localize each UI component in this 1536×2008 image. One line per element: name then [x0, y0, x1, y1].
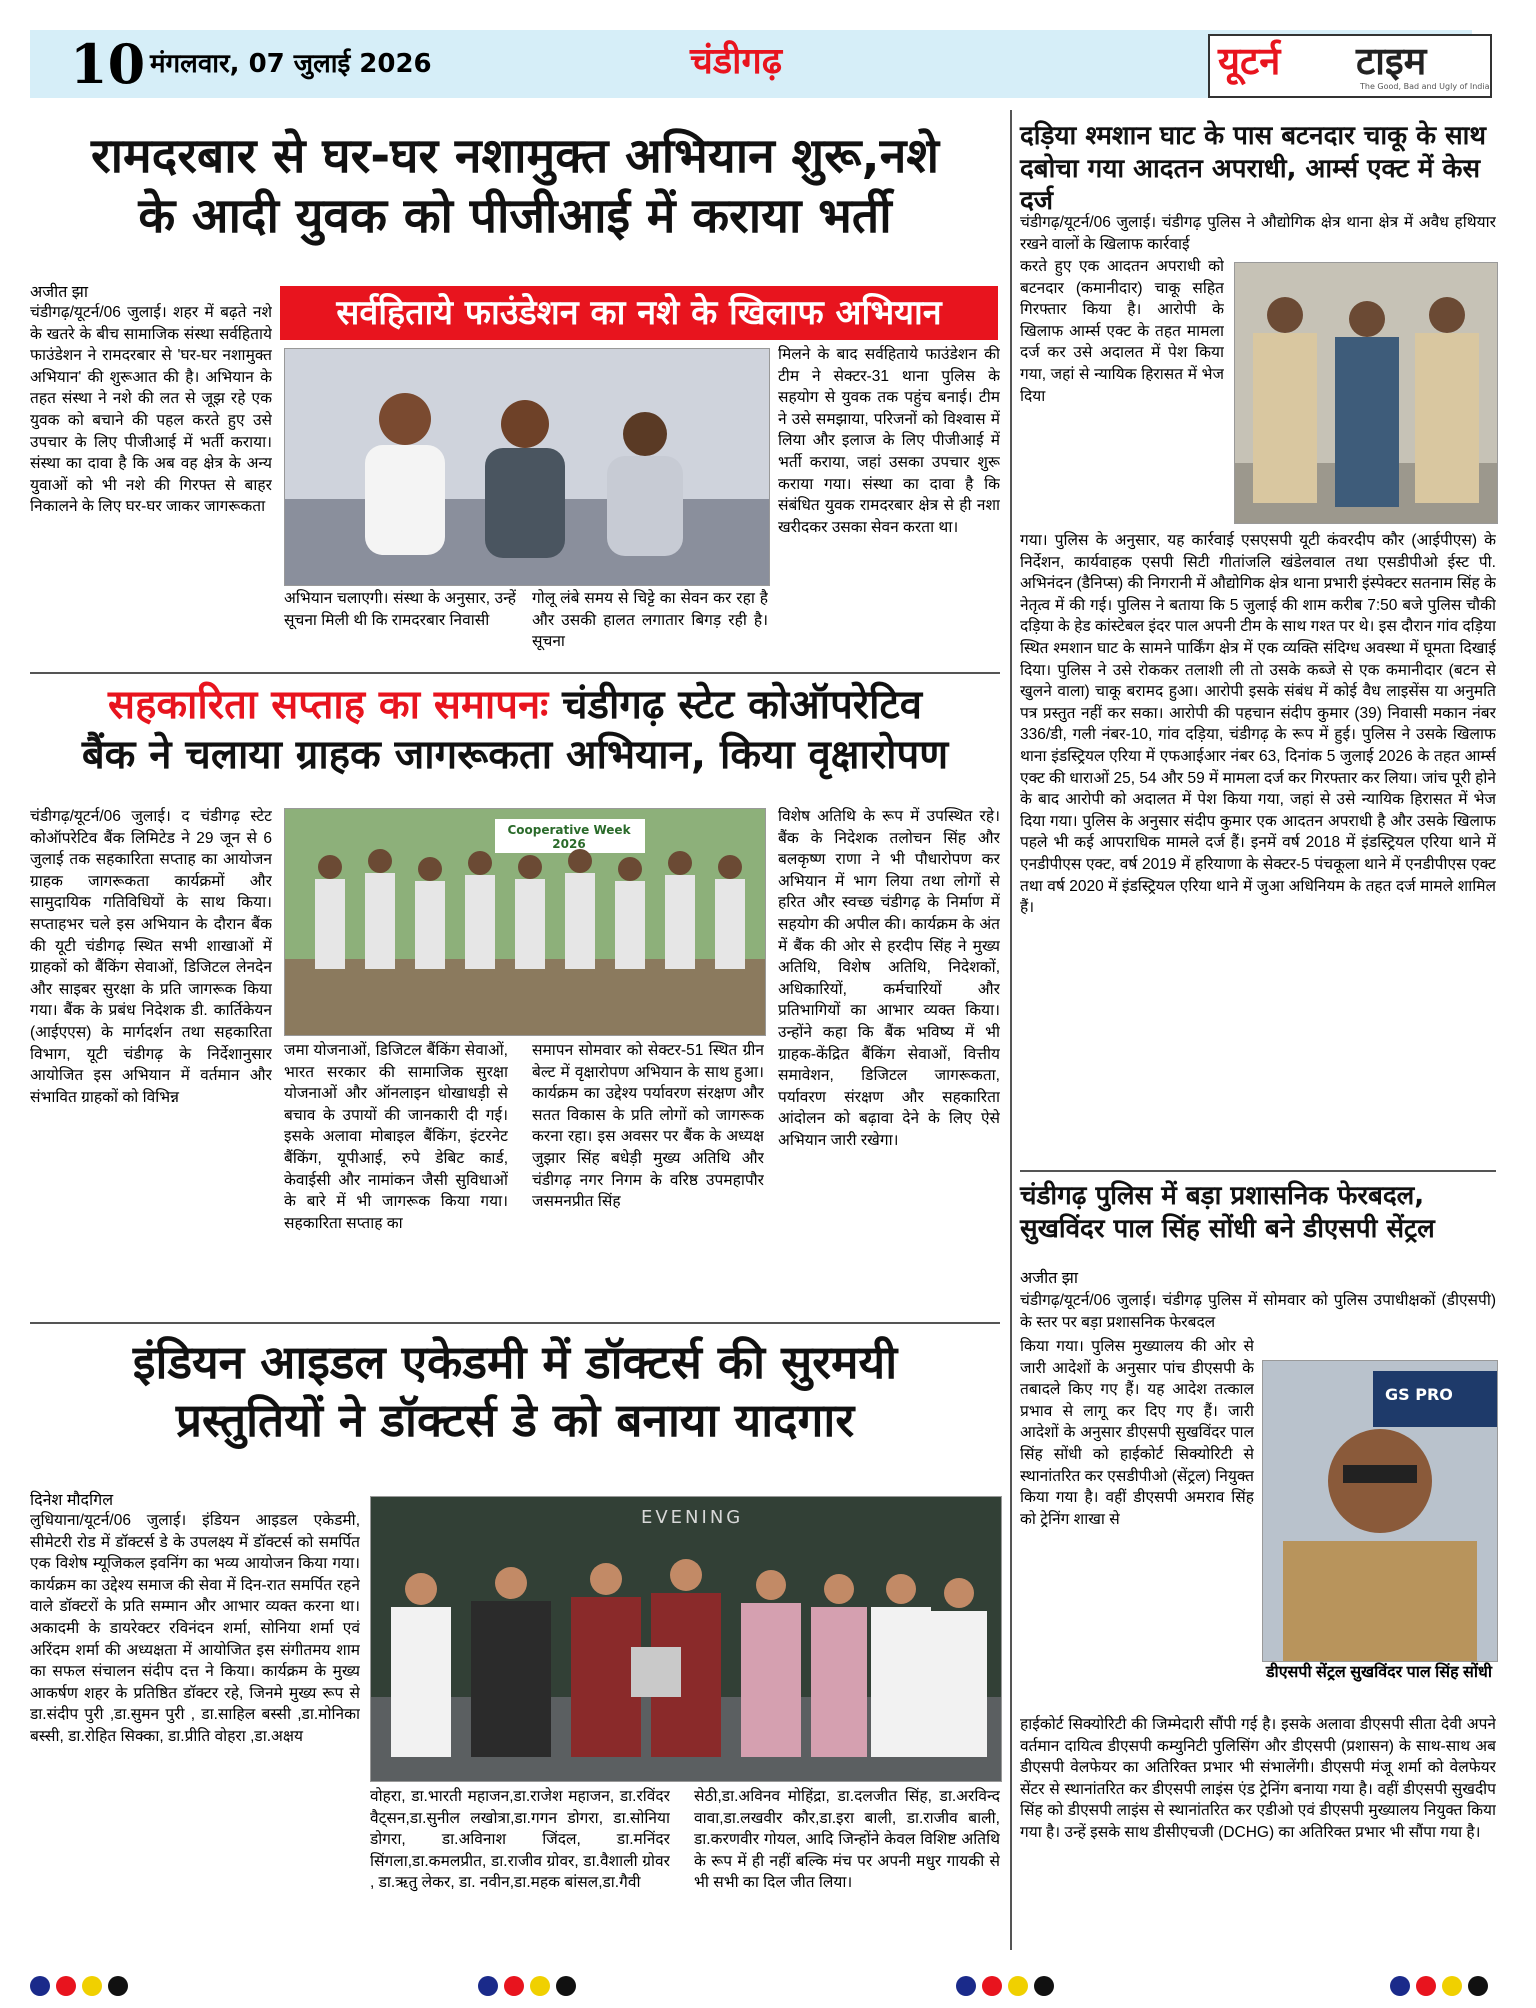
story1-photo [284, 348, 770, 586]
story2-headline-line1 [30, 680, 1000, 730]
newspaper-logo[interactable] [1208, 34, 1492, 98]
story2-headline-red: सहकारिता सप्ताह का समापनः [108, 682, 549, 728]
story1-col3: गोलू लंबे समय से चिट्टे का सेवन कर रहा है और उसकी हालत लगातार बिगड़ रही है। सूचना [532, 590, 768, 651]
story1-col1: चंडीगढ़/यूटर्न/06 जुलाई। शहर में बढ़ते नशे के खतरे के बीच सामाजिक संस्था सर्वहिताये फाउंडेशन ने रामदरबार से 'घर-घर नशामुक्त अभियान' की शुरूआत की है। अभियान के तहत संस्था ने नशे की लत से जूझ रहे एक युवक को बचाने की पहल करते हुए उसे उपचार के लिए पीजीआई में भर्ती कराया। संस्था का दावा है कि अब वह क्षेत्र के अन्य युवाओं को भी नशे की गिरफ्त से बाहर निकालने के लिए घर-घर जाकर जागरूकता [30, 304, 272, 516]
story1-headline-line1: रामदरबार से घर-घर नशामुक्त अभियान शुरू,नशे [90, 128, 939, 184]
story3-col3: सेठी,डा.अविनव मोहिंद्रा, डा.दलजीत सिंह, डा.अरविन्द वावा,डा.लखवीर कौर,डा.इरा बाली, डा.राजीव बाली, डा.करणवीर गोयल, आदि जिन्होंने केवल विशिष्ट अतिथि के रूप में ही नहीं बल्कि मंच पर अपनी मधुर गायकी से भी सभी का दिल जीत लिया। [694, 1788, 1000, 1892]
story1-col2: अभियान चलाएगी। संस्था के अनुसार, उन्हें सूचना मिली थी कि रामदरबार निवासी [284, 590, 516, 629]
story5-photo [1262, 1360, 1498, 1662]
story2-headline-rest: चंडीगढ़ स्टेट कोऑपरेटिव [548, 682, 922, 728]
story5-photo-caption: डीएसपी सेंट्रल सुखविंदर पाल सिंह सोंधी [1265, 1664, 1493, 1681]
story2-col2: जमा योजनाओं, डिजिटल बैंकिंग सेवाओं, भारत सरकार की सामाजिक सुरक्षा योजनाओं और ऑनलाइन धोखाधड़ी से बचाव के उपायों की जानकारी दी गई। इसके अलावा मोबाइल बैंकिंग, इंटरनेट बैंकिंग, यूपीआई, रुपे डेबिट कार्ड, केवाईसी और नामांकन जैसी सुविधाओं के बारे में भी जागरूक किया गया। सहकारिता सप्ताह का [284, 1042, 508, 1232]
logo-tagline: The Good, Bad and Ugly of India [1360, 82, 1490, 91]
story5-col-top: चंडीगढ़/यूटर्न/06 जुलाई। चंडीगढ़ पुलिस में सोमवार को पुलिस उपाधीक्षकों (डीएसपी) के स्तर पर बड़ा प्रशासनिक फेरबदल [1020, 1292, 1496, 1331]
story5-headline-line2: सुखविंदर पाल सिंह सोंधी बने डीएसपी सेंट्रल [1020, 1213, 1435, 1244]
logo-part1: यूटर्न [1218, 39, 1281, 83]
story5-byline: अजीत झा [1020, 1270, 1079, 1287]
story2-col4: विशेष अतिथि के रूप में उपस्थित रहे। बैंक के निदेशक तलोचन सिंह और बलकृष्ण राणा ने भी पौधारोपण कर अभियान में भाग लिया तथा लोगों से हरित और स्वच्छ चंडीगढ़ के निर्माण में सहयोग की अपील की। कार्यक्रम के अंत में बैंक की ओर से हरदीप सिंह ने मुख्य अतिथि, विशेष अतिथि, निदेशकों, अधिकारियों, कर्मचारियों और प्रतिभागियों का आभार व्यक्त किया। उन्होंने कहा कि बैंक भविष्य में भी ग्राहक-केंद्रित बैंकिंग सेवाओं, वित्तीय समावेशन, डिजिटल जागरूकता, पर्यावरण संरक्षण और सहकारिता आंदोलन को बढ़ावा देने के लिए ऐसे अभियान जारी रखेगा। [778, 808, 1000, 1149]
story3-headline-line2: प्रस्तुतियों ने डॉक्टर्स डे को बनाया यादगार [175, 1392, 855, 1447]
story2-headline-line2: बैंक ने चलाया ग्राहक जागरूकता अभियान, किया वृक्षारोपण [81, 732, 949, 778]
story5-headline[interactable] [1020, 1180, 1496, 1245]
story2-photo [284, 808, 766, 1036]
story5-col-left: किया गया। पुलिस मुख्यालय की ओर से जारी आदेशों के अनुसार पांच डीएसपी के तबादले किए गए हैं। यह आदेश तत्काल प्रभाव से लागू कर दिए गए हैं। जारी आदेशों के अनुसार डीएसपी सुखविंदर पाल सिंह सोंधी को हाईकोर्ट सिक्योरिटी से स्थानांतरित कर एसडीपीओ (सेंट्रल) नियुक्त किया गया है। वहीं डीएसपी अमराव सिंह को ट्रेनिंग शाखा से [1020, 1338, 1254, 1528]
story5-headline-line1: चंडीगढ़ पुलिस में बड़ा प्रशासनिक फेरबदल, [1020, 1181, 1425, 1211]
story1-byline: अजीत झा [30, 284, 89, 301]
story2-col1: चंडीगढ़/यूटर्न/06 जुलाई। द चंडीगढ़ स्टेट कोऑपरेटिव बैंक लिमिटेड ने 29 जून से 6 जुलाई तक सहकारिता सप्ताह का आयोजन ग्राहक जागरूकता कार्यक्रमों और सामुदायिक गतिविधियों के साथ किया। सप्ताहभर चले इस अभियान के दौरान बैंक की यूटी चंडीगढ़ स्थित सभी शाखाओं में ग्राहकों को बैंकिंग सेवाओं, डिजिटल लेनदेन और साइबर सुरक्षा के प्रति जागरूक किया गया। बैंक के प्रबंध निदेशक डी. कार्तिकेयन (आईएएस) के मार्गदर्शन तथा सहकारिता विभाग, यूटी चंडीगढ़ के निर्देशानुसार आयोजित इस अभियान में वर्तमान और संभावित ग्राहकों को विभिन्न [30, 808, 272, 1106]
page-number: 10 [70, 32, 146, 96]
logo-part2: टाइम [1356, 39, 1427, 83]
issue-date: मंगलवार, 07 जुलाई 2026 [150, 49, 432, 79]
story4-headline-line1: दड़िया श्मशान घाट के पास बटनदार चाकू के साथ [1020, 121, 1487, 151]
divider [30, 1322, 1000, 1324]
section-city: चंडीगढ़ [690, 41, 782, 82]
column-divider [1010, 110, 1012, 1950]
story3-col1: लुधियाना/यूटर्न/06 जुलाई। इंडियन आइडल एकेडमी, सीमेटरी रोड में डॉक्टर्स डे के उपलक्ष्य में डॉक्टर्स को समर्पित एक विशेष म्यूजिकल इवनिंग का भव्य आयोजन किया गया। कार्यक्रम का उद्देश्य समाज की सेवा में दिन-रात समर्पित रहने वाले डॉक्टरों के प्रति सम्मान और आभार व्यक्त करना था। अकादमी के डायरेक्टर रविनंदन शर्मा, सोनिया शर्मा एवं अरिंदम शर्मा की अध्यक्षता में आयोजित इस संगीतमय शाम का सफल संचालन संदीप दत्त ने किया। कार्यक्रम के मुख्य आकर्षण शहर के प्रतिष्ठित डॉक्टर रहे, जिनमे मुख्य रूप से डा.संदीप पुरी ,डा.सुमन पुरी , डा.साहिल बस्सी ,डा.मोनिका बस्सी, डा.रोहित सिक्का, डा.प्रीति वोहरा ,डा.अक्षय [30, 1512, 360, 1745]
story3-photo-banner: EVENING [641, 1507, 744, 1528]
story3-photo [370, 1496, 1002, 1782]
story2-photo-banner: Cooperative Week 2026 [507, 823, 631, 851]
story4-col-rest: गया। पुलिस के अनुसार, यह कार्रवाई एसएसपी यूटी कंवरदीप कौर (आईपीएस) के निर्देशन, कार्यवाहक एसपी सिटी गीतांजलि खंडेलवाल तथा एसडीपीओ ईस्ट पी. अभिनंदन (डैनिप्स) की निगरानी में औद्योगिक क्षेत्र थाना प्रभारी इंस्पेक्टर सतनाम सिंह के नेतृत्व में की गई। पुलिस ने बताया कि 5 जुलाई की शाम करीब 7:50 बजे पुलिस चौकी दड़िया के हेड कांस्टेबल इंदर पाल अपनी टीम के साथ गश्त पर थे। इस दौरान गांव दड़िया स्थित श्मशान घाट के सामने पार्किंग क्षेत्र में एक व्यक्ति संदिग्ध अवस्था में घूमता दिखाई दिया। पुलिस ने उसे रोककर तलाशी ली तो उसके कब्जे से एक कमानीदार (बटन से खुलने वाला) चाकू बरामद हुआ। आरोपी इसके संबंध में कोई वैध लाइसेंस या अनुमति पत्र प्रस्तुत नहीं कर सका। आरोपी की पहचान संदीप कुमार (39) निवासी मकान नंबर 336/डी, गली नंबर-10, गांव दड़िया, चंडीगढ़ के रूप में हुई। पुलिस ने उसके खिलाफ थाना इंडस्ट्रियल एरिया में एफआईआर नंबर 63, दिनांक 5 जुलाई 2026 के तहत आर्म्स एक्ट की धाराओं 25, 54 और 59 में मामला दर्ज कर गिरफ्तार कर लिया। जांच पूरी होने के बाद आरोपी को अदालत में पेश किया गया, जहां से उसे न्यायिक हिरासत में भेज दिया गया। पुलिस के अनुसार संदीप कुमार एक आदतन अपराधी है और उसके खिलाफ पहले भी कई आपराधिक मामले दर्ज हैं। इनमें वर्ष 2018 में इंडस्ट्रियल एरिया थाने में एनडीपीएस एक्ट, वर्ष 2019 में हरियाणा के सेक्टर-5 पंचकूला थाने में एनडीपीएस एक्ट तथा वर्ष 2020 में इंडस्ट्रियल एरिया थाने में जुआ अधिनियम के तहत दर्ज मामले शामिल हैं। [1020, 532, 1496, 917]
divider [30, 672, 1000, 674]
footer-color-dots [30, 1976, 128, 1996]
story1-headline-line2: के आदी युवक को पीजीआई में कराया भर्ती [138, 188, 892, 244]
footer-color-dots [1390, 1976, 1488, 1996]
story3-col2: वोहरा, डा.भारती महाजन,डा.राजेश महाजन, डा.रविंदर वैट्सन,डा.सुनील लखोत्रा,डा.गगन डोगरा, डा.सोनिया डोगरा, डा.अविनाश जिंदल, डा.मनिंदर सिंगला,डा.कमलप्रीत, डा.राजीव ग्रोवर, डा.वैशाली ग्रोवर , डा.ऋतु लेकर, डा. नवीन,डा.महक बांसल,डा.गैवी [370, 1788, 670, 1892]
story3-headline-line1: इंडियन आइडल एकेडमी में डॉक्टर्स की सुरमयी [132, 1335, 898, 1389]
story4-headline-line2: दबोचा गया आदतन अपराधी, आर्म्स एक्ट में केस दर्ज [1020, 153, 1481, 216]
story1-headline[interactable] [30, 126, 1000, 246]
footer-color-dots [478, 1976, 576, 1996]
story4-headline[interactable] [1020, 120, 1496, 218]
story4-photo [1234, 262, 1498, 524]
story2-col3: समापन सोमवार को सेक्टर-51 स्थित ग्रीन बेल्ट में वृक्षारोपण अभियान के साथ हुआ। कार्यक्रम का उद्देश्य पर्यावरण संरक्षण और सतत विकास के प्रति लोगों को जागरूक करना रहा। इस अवसर पर बैंक के अध्यक्ष जुझार सिंह बधेड़ी मुख्य अतिथि और चंडीगढ़ नगर निगम के वरिष्ठ उपमहापौर जसमनप्रीत सिंह [532, 1042, 764, 1211]
story3-byline: दिनेश मौदगिल [30, 1492, 114, 1509]
story3-headline[interactable] [30, 1334, 1000, 1449]
story5-photo-banner: GS PRO [1385, 1385, 1453, 1404]
story2-headline[interactable] [30, 680, 1000, 780]
story4-col-top: चंडीगढ़/यूटर्न/06 जुलाई। चंडीगढ़ पुलिस ने औद्योगिक क्षेत्र थाना क्षेत्र में अवैध हथियार रखने वालों के खिलाफ कार्रवाई [1020, 214, 1496, 253]
story4-col-left: करते हुए एक आदतन अपराधी को बटनदार (कमानीदार) चाकू सहित गिरफ्तार किया है। आरोपी के खिलाफ आर्म्स एक्ट के तहत मामला दर्ज कर उसे अदालत में पेश किया गया, जहां से न्यायिक हिरासत में भेज दिया [1020, 258, 1224, 405]
story1-col4: मिलने के बाद सर्वहिताये फाउंडेशन की टीम ने सेक्टर-31 थाना पुलिस के सहयोग से युवक तक पहुंच बनाई। टीम ने उसे समझाया, परिजनों को विश्वास में लिया और इलाज के लिए पीजीआई में भर्ती कराया, जहां उसका उपचार शुरू कराया गया। संस्था का दावा है कि संबंधित युवक रामदरबार क्षेत्र से ही नशा खरीदकर उसका सेवन करता था। [778, 346, 1000, 536]
divider [1020, 1170, 1496, 1172]
story5-col-rest: हाईकोर्ट सिक्योरिटी की जिम्मेदारी सौंपी गई है। इसके अलावा डीएसपी सीता देवी अपने वर्तमान दायित्व डीएसपी कम्युनिटी पुलिसिंग और डीएसपी (प्रशासन) के साथ-साथ अब डीएसपी वेलफेयर का अतिरिक्त प्रभार भी संभालेंगी। डीएसपी मंजू शर्मा को वेलफेयर सेंटर से स्थानांतरित कर डीएसपी लाइंस एंड ट्रेनिंग बनाया गया है। वहीं डीएसपी सुखदीप सिंह को डीएसपी लाइंस से स्थानांतरित कर एडीओ एवं डीएसपी मुख्यालय नियुक्त किया गया है। उन्हें इसके साथ डीसीएचजी (DCHG) का अतिरिक्त प्रभार भी सौंपा गया है। [1020, 1716, 1496, 1841]
footer-color-dots [956, 1976, 1054, 1996]
story1-subhead: सर्वहिताये फाउंडेशन का नशे के खिलाफ अभियान [280, 286, 998, 340]
